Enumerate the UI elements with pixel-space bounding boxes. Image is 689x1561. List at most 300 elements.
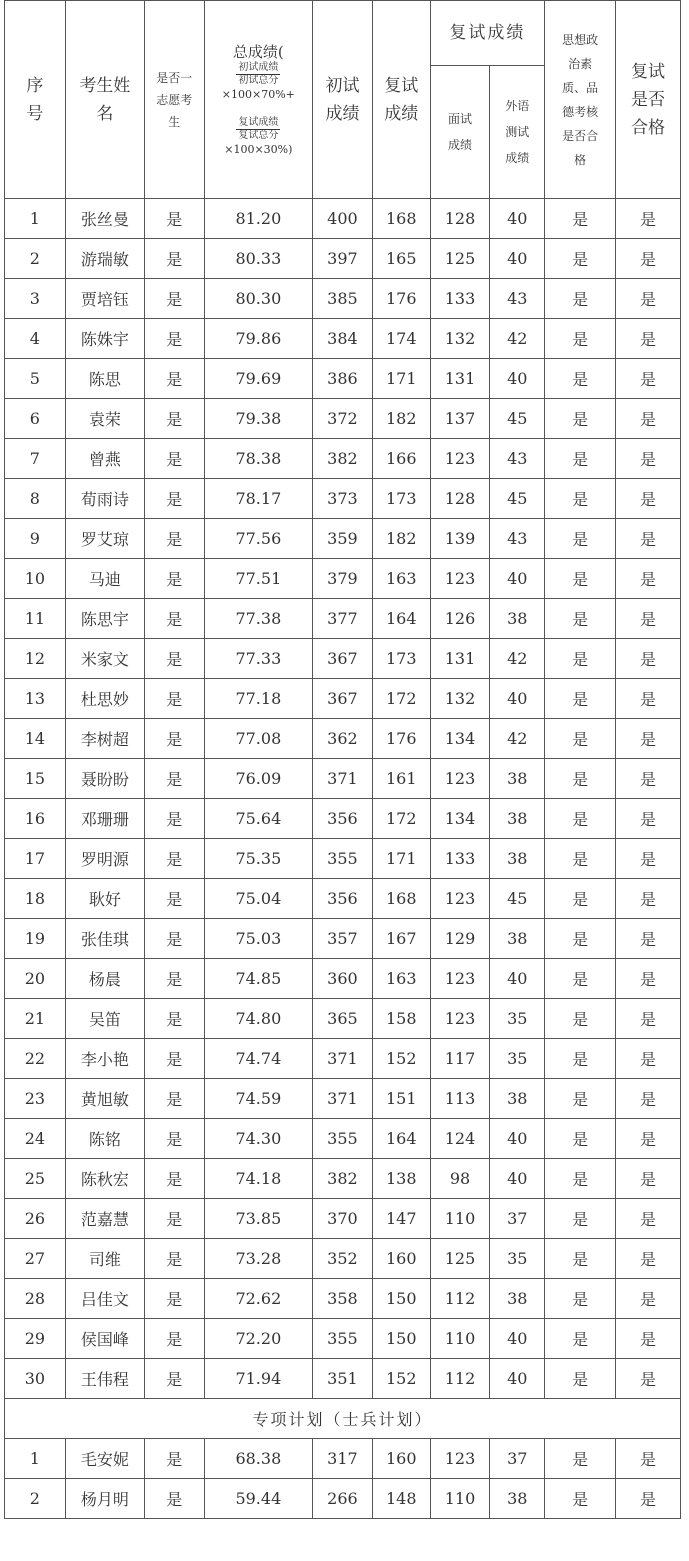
cell-pass: 是 (616, 1479, 681, 1519)
cell-retest: 148 (372, 1479, 430, 1519)
cell-total: 79.38 (204, 399, 312, 439)
cell-name: 陈姝宇 (65, 319, 144, 359)
cell-retest: 151 (372, 1079, 430, 1119)
table-row (5, 1159, 681, 1199)
cell-retest: 176 (372, 279, 430, 319)
cell-retest: 182 (372, 519, 430, 559)
table-row (5, 399, 681, 439)
cell-foreign: 38 (490, 759, 545, 799)
cell-name: 吕佳文 (65, 1279, 144, 1319)
cell-interview: 131 (430, 639, 490, 679)
cell-initial: 377 (313, 599, 373, 639)
cell-political: 是 (545, 479, 616, 519)
cell-foreign: 42 (490, 639, 545, 679)
cell-foreign: 35 (490, 999, 545, 1039)
cell-name: 李小艳 (65, 1039, 144, 1079)
cell-political: 是 (545, 199, 616, 239)
cell-foreign: 40 (490, 679, 545, 719)
cell-retest: 166 (372, 439, 430, 479)
cell-initial: 386 (313, 359, 373, 399)
cell-initial: 367 (313, 679, 373, 719)
cell-first: 是 (144, 959, 204, 999)
cell-foreign: 42 (490, 719, 545, 759)
cell-first: 是 (144, 719, 204, 759)
cell-name: 范嘉慧 (65, 1199, 144, 1239)
cell-interview: 134 (430, 719, 490, 759)
header-row-1 (5, 1, 681, 66)
cell-total: 77.18 (204, 679, 312, 719)
cell-interview: 123 (430, 759, 490, 799)
cell-name: 米家文 (65, 639, 144, 679)
table-row (5, 279, 681, 319)
cell-interview: 134 (430, 799, 490, 839)
cell-interview: 98 (430, 1159, 490, 1199)
cell-political: 是 (545, 399, 616, 439)
cell-interview: 125 (430, 1239, 490, 1279)
cell-retest: 182 (372, 399, 430, 439)
cell-name: 荀雨诗 (65, 479, 144, 519)
cell-foreign: 43 (490, 439, 545, 479)
cell-seq: 25 (5, 1159, 66, 1199)
cell-initial: 360 (313, 959, 373, 999)
table-row (5, 759, 681, 799)
cell-initial: 370 (313, 1199, 373, 1239)
cell-initial: 367 (313, 639, 373, 679)
frac-retest-num: 复试成绩 (238, 116, 279, 128)
frac-initial-den: 初试总分 (238, 74, 279, 86)
cell-first: 是 (144, 359, 204, 399)
cell-foreign: 40 (490, 959, 545, 999)
header-total (204, 1, 312, 199)
cell-foreign: 38 (490, 1479, 545, 1519)
cell-first: 是 (144, 879, 204, 919)
cell-name: 陈秋宏 (65, 1159, 144, 1199)
cell-total: 80.33 (204, 239, 312, 279)
table-row (5, 439, 681, 479)
cell-pass: 是 (616, 199, 681, 239)
cell-interview: 128 (430, 479, 490, 519)
cell-retest: 172 (372, 799, 430, 839)
cell-first: 是 (144, 439, 204, 479)
cell-pass: 是 (616, 799, 681, 839)
cell-seq: 4 (5, 319, 66, 359)
cell-political: 是 (545, 319, 616, 359)
table-row (5, 1439, 681, 1479)
table-row (5, 999, 681, 1039)
table-row (5, 1479, 681, 1519)
cell-first: 是 (144, 399, 204, 439)
cell-seq: 2 (5, 1479, 66, 1519)
special-section-title: 专项计划（士兵计划） (5, 1399, 681, 1439)
cell-interview: 139 (430, 519, 490, 559)
cell-name: 游瑞敏 (65, 239, 144, 279)
cell-retest: 165 (372, 239, 430, 279)
cell-first: 是 (144, 559, 204, 599)
cell-initial: 365 (313, 999, 373, 1039)
cell-initial: 359 (313, 519, 373, 559)
cell-first: 是 (144, 1079, 204, 1119)
header-foreign: 外语测试成绩 (490, 66, 545, 199)
cell-retest: 150 (372, 1279, 430, 1319)
cell-initial: 355 (313, 839, 373, 879)
cell-political: 是 (545, 1079, 616, 1119)
cell-seq: 18 (5, 879, 66, 919)
cell-retest: 152 (372, 1359, 430, 1399)
cell-initial: 355 (313, 1119, 373, 1159)
cell-retest: 163 (372, 559, 430, 599)
cell-total: 74.85 (204, 959, 312, 999)
cell-political: 是 (545, 639, 616, 679)
cell-seq: 28 (5, 1279, 66, 1319)
special-section-row (5, 1399, 681, 1439)
cell-seq: 16 (5, 799, 66, 839)
cell-interview: 113 (430, 1079, 490, 1119)
cell-retest: 164 (372, 1119, 430, 1159)
cell-seq: 7 (5, 439, 66, 479)
cell-total: 74.30 (204, 1119, 312, 1159)
cell-seq: 10 (5, 559, 66, 599)
cell-initial: 373 (313, 479, 373, 519)
cell-pass: 是 (616, 679, 681, 719)
cell-total: 78.17 (204, 479, 312, 519)
cell-interview: 137 (430, 399, 490, 439)
cell-seq: 29 (5, 1319, 66, 1359)
cell-foreign: 40 (490, 239, 545, 279)
table-row (5, 1039, 681, 1079)
cell-name: 杜思妙 (65, 679, 144, 719)
cell-name: 贾培钰 (65, 279, 144, 319)
cell-foreign: 40 (490, 359, 545, 399)
cell-first: 是 (144, 479, 204, 519)
cell-initial: 356 (313, 879, 373, 919)
cell-political: 是 (545, 1159, 616, 1199)
cell-total: 74.80 (204, 999, 312, 1039)
cell-initial: 357 (313, 919, 373, 959)
table-row (5, 359, 681, 399)
cell-first: 是 (144, 279, 204, 319)
table-row (5, 479, 681, 519)
cell-first: 是 (144, 999, 204, 1039)
cell-pass: 是 (616, 1439, 681, 1479)
cell-interview: 117 (430, 1039, 490, 1079)
cell-first: 是 (144, 639, 204, 679)
cell-seq: 11 (5, 599, 66, 639)
cell-first: 是 (144, 1039, 204, 1079)
cell-pass: 是 (616, 1119, 681, 1159)
table-row (5, 719, 681, 759)
cell-name: 杨晨 (65, 959, 144, 999)
cell-foreign: 43 (490, 519, 545, 559)
cell-political: 是 (545, 919, 616, 959)
cell-foreign: 40 (490, 559, 545, 599)
cell-seq: 9 (5, 519, 66, 559)
cell-first: 是 (144, 1439, 204, 1479)
cell-name: 曾燕 (65, 439, 144, 479)
cell-first: 是 (144, 1239, 204, 1279)
formula-fraction-retest (236, 117, 280, 142)
cell-pass: 是 (616, 1239, 681, 1279)
cell-first: 是 (144, 199, 204, 239)
cell-seq: 2 (5, 239, 66, 279)
cell-interview: 123 (430, 559, 490, 599)
cell-total: 77.08 (204, 719, 312, 759)
cell-seq: 6 (5, 399, 66, 439)
cell-pass: 是 (616, 1039, 681, 1079)
cell-first: 是 (144, 1199, 204, 1239)
table-row (5, 1279, 681, 1319)
cell-seq: 20 (5, 959, 66, 999)
cell-initial: 400 (313, 199, 373, 239)
cell-political: 是 (545, 879, 616, 919)
cell-pass: 是 (616, 599, 681, 639)
cell-retest: 158 (372, 999, 430, 1039)
cell-name: 侯国峰 (65, 1319, 144, 1359)
cell-first: 是 (144, 1159, 204, 1199)
cell-seq: 22 (5, 1039, 66, 1079)
cell-pass: 是 (616, 1279, 681, 1319)
cell-political: 是 (545, 759, 616, 799)
cell-initial: 356 (313, 799, 373, 839)
cell-seq: 17 (5, 839, 66, 879)
cell-foreign: 37 (490, 1199, 545, 1239)
cell-foreign: 38 (490, 599, 545, 639)
cell-interview: 131 (430, 359, 490, 399)
cell-initial: 362 (313, 719, 373, 759)
cell-name: 王伟程 (65, 1359, 144, 1399)
cell-pass: 是 (616, 359, 681, 399)
cell-name: 袁荣 (65, 399, 144, 439)
cell-foreign: 40 (490, 1319, 545, 1359)
cell-pass: 是 (616, 1319, 681, 1359)
cell-seq: 1 (5, 1439, 66, 1479)
cell-political: 是 (545, 1119, 616, 1159)
cell-name: 黄旭敏 (65, 1079, 144, 1119)
cell-interview: 110 (430, 1199, 490, 1239)
cell-political: 是 (545, 719, 616, 759)
cell-total: 59.44 (204, 1479, 312, 1519)
cell-interview: 126 (430, 599, 490, 639)
cell-initial: 266 (313, 1479, 373, 1519)
cell-total: 74.18 (204, 1159, 312, 1199)
cell-pass: 是 (616, 519, 681, 559)
frac-initial-num: 初试成绩 (238, 61, 279, 73)
cell-seq: 24 (5, 1119, 66, 1159)
cell-seq: 3 (5, 279, 66, 319)
cell-interview: 125 (430, 239, 490, 279)
cell-political: 是 (545, 1279, 616, 1319)
cell-name: 李树超 (65, 719, 144, 759)
cell-name: 罗艾琼 (65, 519, 144, 559)
cell-total: 73.28 (204, 1239, 312, 1279)
scores-table (4, 0, 681, 1519)
cell-political: 是 (545, 959, 616, 999)
cell-political: 是 (545, 1439, 616, 1479)
cell-political: 是 (545, 1479, 616, 1519)
cell-name: 陈铭 (65, 1119, 144, 1159)
cell-foreign: 43 (490, 279, 545, 319)
cell-initial: 382 (313, 1159, 373, 1199)
cell-initial: 358 (313, 1279, 373, 1319)
cell-retest: 174 (372, 319, 430, 359)
cell-retest: 168 (372, 199, 430, 239)
header-first-choice: 是否一志愿考生 (144, 1, 204, 199)
cell-foreign: 40 (490, 1359, 545, 1399)
cell-first: 是 (144, 1319, 204, 1359)
cell-foreign: 40 (490, 199, 545, 239)
cell-pass: 是 (616, 879, 681, 919)
cell-total: 79.86 (204, 319, 312, 359)
cell-total: 77.51 (204, 559, 312, 599)
cell-pass: 是 (616, 999, 681, 1039)
cell-first: 是 (144, 679, 204, 719)
cell-total: 74.59 (204, 1079, 312, 1119)
cell-interview: 124 (430, 1119, 490, 1159)
cell-pass: 是 (616, 319, 681, 359)
cell-name: 陈思宇 (65, 599, 144, 639)
cell-political: 是 (545, 439, 616, 479)
cell-foreign: 37 (490, 1439, 545, 1479)
cell-retest: 147 (372, 1199, 430, 1239)
cell-seq: 27 (5, 1239, 66, 1279)
table-row (5, 639, 681, 679)
header-initial: 初试成绩 (313, 1, 373, 199)
cell-pass: 是 (616, 1079, 681, 1119)
cell-retest: 173 (372, 639, 430, 679)
cell-foreign: 38 (490, 1079, 545, 1119)
cell-interview: 112 (430, 1279, 490, 1319)
table-row (5, 1119, 681, 1159)
cell-pass: 是 (616, 279, 681, 319)
cell-retest: 160 (372, 1439, 430, 1479)
cell-total: 81.20 (204, 199, 312, 239)
cell-political: 是 (545, 679, 616, 719)
cell-total: 79.69 (204, 359, 312, 399)
table-row (5, 319, 681, 359)
cell-seq: 12 (5, 639, 66, 679)
cell-total: 71.94 (204, 1359, 312, 1399)
table-row (5, 879, 681, 919)
cell-first: 是 (144, 839, 204, 879)
table-row (5, 679, 681, 719)
cell-first: 是 (144, 799, 204, 839)
table-row (5, 239, 681, 279)
cell-interview: 129 (430, 919, 490, 959)
cell-pass: 是 (616, 959, 681, 999)
cell-retest: 171 (372, 839, 430, 879)
table-row (5, 559, 681, 599)
cell-seq: 1 (5, 199, 66, 239)
cell-political: 是 (545, 999, 616, 1039)
cell-retest: 173 (372, 479, 430, 519)
header-retest: 复试成绩 (372, 1, 430, 199)
cell-seq: 21 (5, 999, 66, 1039)
cell-foreign: 35 (490, 1239, 545, 1279)
cell-retest: 161 (372, 759, 430, 799)
cell-retest: 168 (372, 879, 430, 919)
cell-interview: 132 (430, 679, 490, 719)
table-row (5, 959, 681, 999)
cell-interview: 110 (430, 1319, 490, 1359)
cell-first: 是 (144, 519, 204, 559)
cell-pass: 是 (616, 719, 681, 759)
cell-pass: 是 (616, 1199, 681, 1239)
cell-foreign: 40 (490, 1159, 545, 1199)
cell-retest: 160 (372, 1239, 430, 1279)
cell-total: 76.09 (204, 759, 312, 799)
cell-seq: 26 (5, 1199, 66, 1239)
cell-interview: 123 (430, 999, 490, 1039)
cell-retest: 138 (372, 1159, 430, 1199)
cell-political: 是 (545, 799, 616, 839)
cell-foreign: 35 (490, 1039, 545, 1079)
cell-first: 是 (144, 1119, 204, 1159)
header-retest-group: 复试成绩 (430, 1, 545, 66)
cell-political: 是 (545, 1039, 616, 1079)
cell-pass: 是 (616, 839, 681, 879)
cell-foreign: 38 (490, 839, 545, 879)
table-row (5, 799, 681, 839)
cell-foreign: 45 (490, 399, 545, 439)
cell-foreign: 45 (490, 879, 545, 919)
cell-pass: 是 (616, 1159, 681, 1199)
cell-total: 68.38 (204, 1439, 312, 1479)
cell-name: 罗明源 (65, 839, 144, 879)
cell-interview: 132 (430, 319, 490, 359)
table-row (5, 1239, 681, 1279)
cell-seq: 15 (5, 759, 66, 799)
cell-foreign: 40 (490, 1119, 545, 1159)
table-row (5, 1359, 681, 1399)
cell-political: 是 (545, 519, 616, 559)
cell-political: 是 (545, 559, 616, 599)
cell-seq: 14 (5, 719, 66, 759)
cell-initial: 355 (313, 1319, 373, 1359)
cell-pass: 是 (616, 639, 681, 679)
cell-first: 是 (144, 1359, 204, 1399)
cell-seq: 8 (5, 479, 66, 519)
header-political: 思想政治素质、品德考核是否合格 (545, 1, 616, 199)
cell-pass: 是 (616, 479, 681, 519)
cell-total: 77.38 (204, 599, 312, 639)
cell-initial: 385 (313, 279, 373, 319)
cell-retest: 167 (372, 919, 430, 959)
cell-initial: 397 (313, 239, 373, 279)
cell-initial: 379 (313, 559, 373, 599)
cell-pass: 是 (616, 399, 681, 439)
cell-foreign: 38 (490, 799, 545, 839)
cell-retest: 152 (372, 1039, 430, 1079)
cell-political: 是 (545, 599, 616, 639)
cell-foreign: 38 (490, 919, 545, 959)
cell-initial: 371 (313, 759, 373, 799)
table-row (5, 1319, 681, 1359)
header-total-title: 总成绩( (232, 42, 284, 61)
cell-first: 是 (144, 759, 204, 799)
table-row (5, 519, 681, 559)
cell-political: 是 (545, 839, 616, 879)
cell-foreign: 42 (490, 319, 545, 359)
formula-mid: ×100×70%+ (221, 87, 295, 101)
cell-initial: 372 (313, 399, 373, 439)
cell-political: 是 (545, 1239, 616, 1279)
header-interview: 面试成绩 (430, 66, 490, 199)
formula-fraction-initial (236, 62, 280, 87)
cell-first: 是 (144, 239, 204, 279)
cell-political: 是 (545, 1319, 616, 1359)
cell-retest: 171 (372, 359, 430, 399)
cell-total: 75.03 (204, 919, 312, 959)
cell-political: 是 (545, 1199, 616, 1239)
